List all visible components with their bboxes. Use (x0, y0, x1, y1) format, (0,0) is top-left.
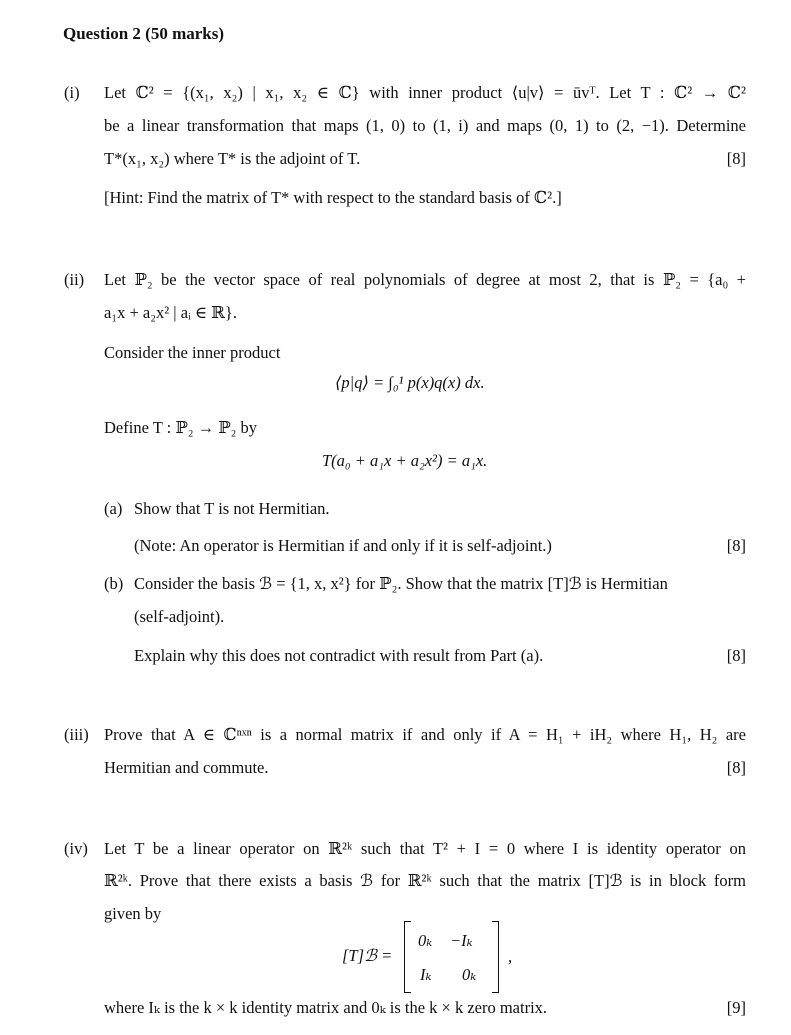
part-i-line1: Let ℂ² = {(x₁, x₂) | x₁, x₂ ∈ ℂ} with inner product ⟨u|v⟩ = ūvᵀ. Let T : ℂ² → ℂ² (104, 83, 746, 102)
matrix-cell-11: 0ₖ (418, 931, 433, 950)
part-ii-line1: Let ℙ₂ be the vector space of real polynomials of degree at most 2, that is ℙ₂ = {a₀ + (104, 270, 746, 289)
matrix-lhs: [T]ℬ = (342, 946, 393, 965)
matrix-cell-21: Iₖ (420, 965, 432, 984)
part-iii-marks: [8] (726, 758, 746, 777)
part-ii-b-text: Consider the basis ℬ = {1, x, x²} for ℙ₂. Show that the matrix [T]ℬ is Hermitian (134, 574, 668, 593)
part-ii-b-marks: [8] (726, 646, 746, 665)
part-iv-line1: Let T be a linear operator on ℝ²ᵏ such that T² + I = 0 where I is identity operator on (104, 839, 746, 858)
question-title: Question 2 (50 marks) (63, 24, 225, 43)
part-ii-b-label: (b) (104, 574, 124, 593)
part-ii-a-label: (a) (104, 499, 123, 518)
part-iii-number: (iii) (64, 725, 89, 744)
matrix-cell-22: 0ₖ (462, 965, 477, 984)
matrix-left-bracket (404, 921, 411, 993)
part-iv-number: (iv) (64, 839, 88, 858)
matrix-cell-12: −Iₖ (450, 931, 473, 950)
part-ii-number: (ii) (64, 270, 85, 289)
part-i-marks: [8] (726, 149, 746, 168)
part-iv-marks: [9] (726, 998, 746, 1017)
part-ii-define: Define T : ℙ₂ → ℙ₂ by (104, 418, 258, 437)
part-ii-a-marks: [8] (726, 536, 746, 555)
part-iv-final: where Iₖ is the k × k identity matrix and 0ₖ is the k × k zero matrix. (104, 998, 548, 1017)
part-i-line3: T*(x₁, x₂) where T* is the adjoint of T. (104, 149, 361, 168)
transform-equation: T(a₀ + a₁x + a₂x²) = a₁x. (322, 451, 488, 470)
part-ii-a-note: (Note: An operator is Hermitian if and only if it is self-adjoint.) (134, 536, 552, 555)
part-ii-a-text: Show that T is not Hermitian. (134, 499, 330, 518)
part-ii-inner-intro: Consider the inner product (104, 343, 281, 362)
inner-product-equation: ⟨p|q⟩ = ∫₀¹ p(x)q(x) dx. (335, 373, 485, 392)
part-i-number: (i) (64, 83, 80, 102)
part-ii-b-text2: (self-adjoint). (134, 607, 225, 626)
part-iv-line3: given by (104, 904, 162, 923)
part-iii-line2: Hermitian and commute. (104, 758, 269, 777)
part-iv-line2: ℝ²ᵏ. Prove that there exists a basis ℬ for ℝ²ᵏ such that the matrix [T]ℬ is in block form (104, 871, 746, 890)
matrix-right-bracket (492, 921, 499, 993)
part-ii-line2: a₁x + a₂x² | aᵢ ∈ ℝ}. (104, 303, 237, 322)
part-i-line2: be a linear transformation that maps (1, 0) to (1, i) and maps (0, 1) to (2, −1). Determine (104, 116, 746, 135)
part-iii-line1: Prove that A ∈ ℂⁿˣⁿ is a normal matrix if and only if A = H₁ + iH₂ where H₁, H₂ are (104, 725, 746, 744)
block-matrix (342, 921, 517, 991)
matrix-comma: , (508, 947, 513, 966)
part-ii-b-explain: Explain why this does not contradict with result from Part (a). (134, 646, 544, 665)
part-i-hint: [Hint: Find the matrix of T* with respect to the standard basis of ℂ².] (104, 188, 562, 207)
